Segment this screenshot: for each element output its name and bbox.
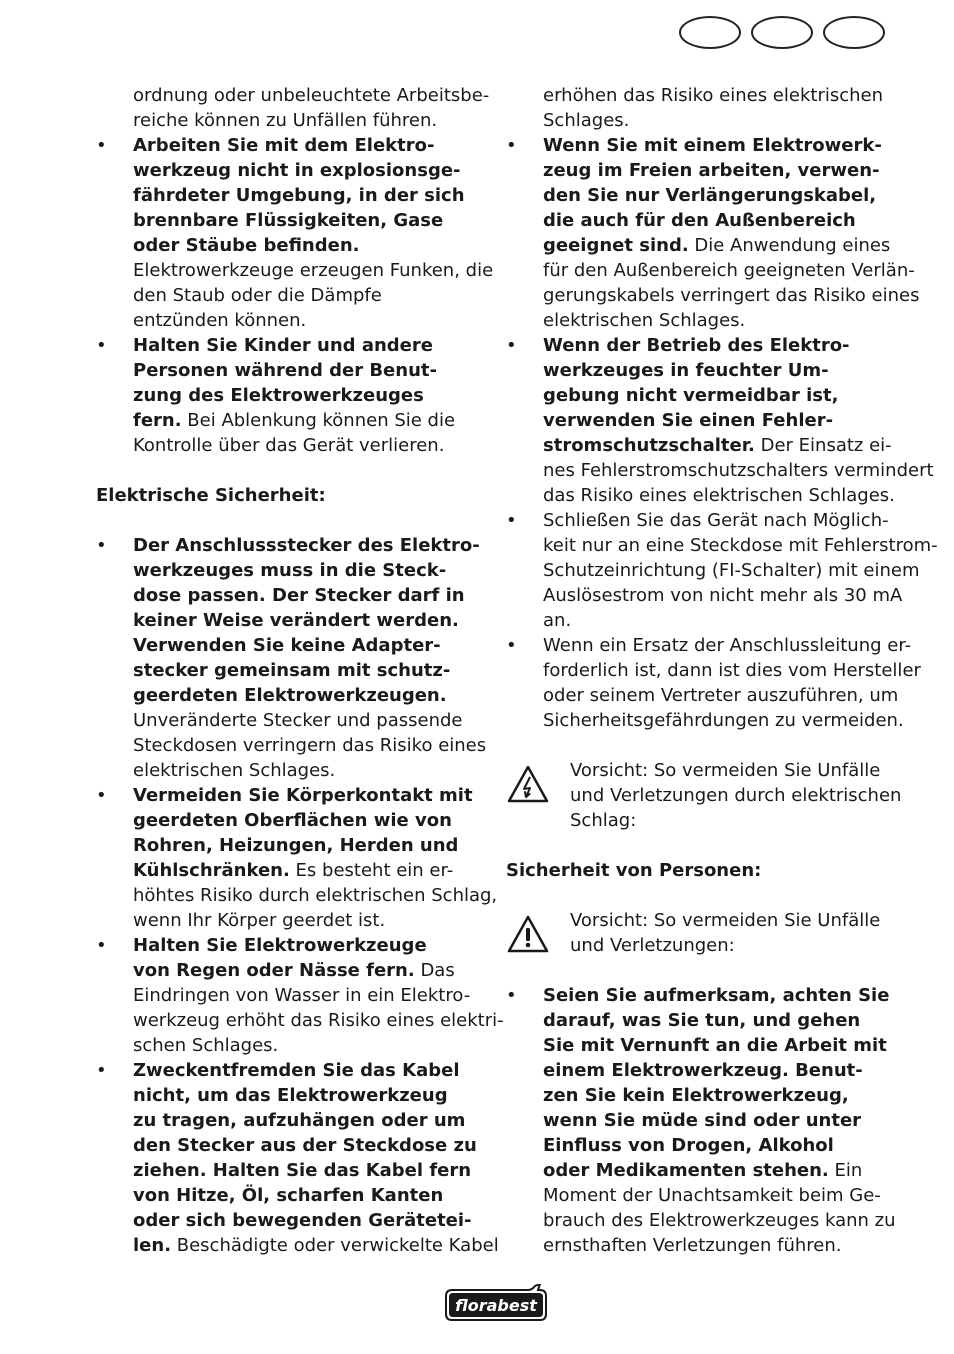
bullet-stay-alert: • Seien Sie aufmerksam, achten Sie darauf, was Sie tun, und gehen Sie mit Vernunft an die Arbeit mit einem Elektrowerkzeug. Benut- zen Sie kein Elektrowerkzeug, wenn Sie müde sind oder unter Einfluss von Drogen, Alkohol oder Medikamenten stehen. Ein Moment der Unachtsamkeit beim Ge- brauch des Elektrowerkzeuges kann zu ernsthaften Verletzungen führen. [506, 983, 890, 1258]
section-heading-personal-safety: Sicherheit von Personen: [506, 860, 762, 881]
florabest-logo [440, 1284, 548, 1324]
bullet-cable-misuse: • Zweckentfremden Sie das Kabel nicht, um das Elektrowerkzeug zu tragen, aufzuhängen oder um den Stecker aus der Steckdose zu ziehen. Halten Sie das Kabel fern von Hitze, Öl, scharfen Kanten oder sich bewegenden Gerätetei- len. Beschädigte oder verwickelte Kabel [96, 1058, 480, 1258]
bullet-outdoor-extension-cable: • Wenn Sie mit einem Elektrowerk- zeug im Freien arbeiten, verwen- den Sie nur Verlängerungskabel, die auch für den Außenbereich geeignet sind. Die Anwendung eines für den Außenbereich geeigneten Verlän- gerungskabels verringert das Risiko eines elektrischen Schlages. [506, 133, 890, 333]
bullet-cable-replacement: • Wenn ein Ersatz der Anschlussleitung er- forderlich ist, dann ist dies vom Hersteller oder seinem Vertreter auszuführen, um Sicherheitsgefährdungen zu vermeiden. [506, 633, 890, 733]
left-column [96, 83, 504, 1258]
bullet-fi-switch: • Schließen Sie das Gerät nach Möglich- keit nur an eine Steckdose mit Fehlerstrom- Schutzeinrichtung (FI-Schalter) mit einem Auslösestrom von nicht mehr als 30 mA an. [506, 508, 890, 633]
bullet-plug-socket: • Der Anschlussstecker des Elektro- werkzeuges muss in die Steck- dose passen. Der Stecker darf in keiner Weise verändert werden. Verwenden Sie keine Adapter- stecker gemeinsam mit schutz- geerdeten Elektrowerkzeugen. Unveränderte Stecker und passende Steckdosen verringern das Risiko eines elektrischen Schlages. [96, 533, 480, 783]
bullet-keep-children-away: • Halten Sie Kinder und andere Personen während der Benut- zung des Elektrowerkzeuges fern. Bei Ablenkung können Sie die Kontrolle über das Gerät verlieren. [96, 333, 480, 458]
continued-text: ordnung oder unbeleuchtete Arbeitsbe- reiche können zu Unfällen führen. [133, 85, 490, 131]
svg-text:florabest: florabest [455, 1296, 537, 1315]
bullet-grounded-surfaces: • Vermeiden Sie Körperkontakt mit geerdeten Oberflächen wie von Rohren, Heizungen, Herden und Kühlschränken. Es besteht ein er- höhtes Risiko durch elektrischen Schlag, wenn Ihr Körper geerdet ist. [96, 783, 480, 933]
continued-text: erhöhen das Risiko eines elektrischen Schlages. [543, 85, 884, 131]
language-tabs [679, 16, 885, 49]
warning-general: Vorsicht: So vermeiden Sie Unfälle und Verletzungen: [506, 908, 890, 958]
language-tab [751, 16, 813, 49]
right-column [506, 83, 938, 1258]
bullet-residual-current-device: • Wenn der Betrieb des Elektro- werkzeuges in feuchter Um- gebung nicht vermeidbar ist, verwenden Sie einen Fehler- stromschutzschalter. Der Einsatz ei- nes Fehlerstromschutzschalters vermindert das Risiko eines elektrischen Schlages. [506, 333, 890, 508]
electric-shock-warning-icon [506, 764, 550, 804]
bullet-rain-moisture: • Halten Sie Elektrowerkzeuge von Regen oder Nässe fern. Das Eindringen von Wasser in ein Elektro- werkzeug erhöht das Risiko eines elektri- schen Schlages. [96, 933, 480, 1058]
section-heading-electrical-safety: Elektrische Sicherheit: [96, 485, 326, 506]
general-warning-icon [506, 914, 550, 954]
language-tab [679, 16, 741, 49]
warning-electric-shock: Vorsicht: So vermeiden Sie Unfälle und Verletzungen durch elektrischen Schlag: [506, 758, 890, 833]
language-tab [823, 16, 885, 49]
bullet-explosive-environment: • Arbeiten Sie mit dem Elektro- werkzeug nicht in explosionsge- fährdeter Umgebung, in der sich brennbare Flüssigkeiten, Gase oder Stäube befinden. Elektrowerkzeuge erzeugen Funken, die den Staub oder die Dämpfe entzünden können. [96, 133, 480, 333]
